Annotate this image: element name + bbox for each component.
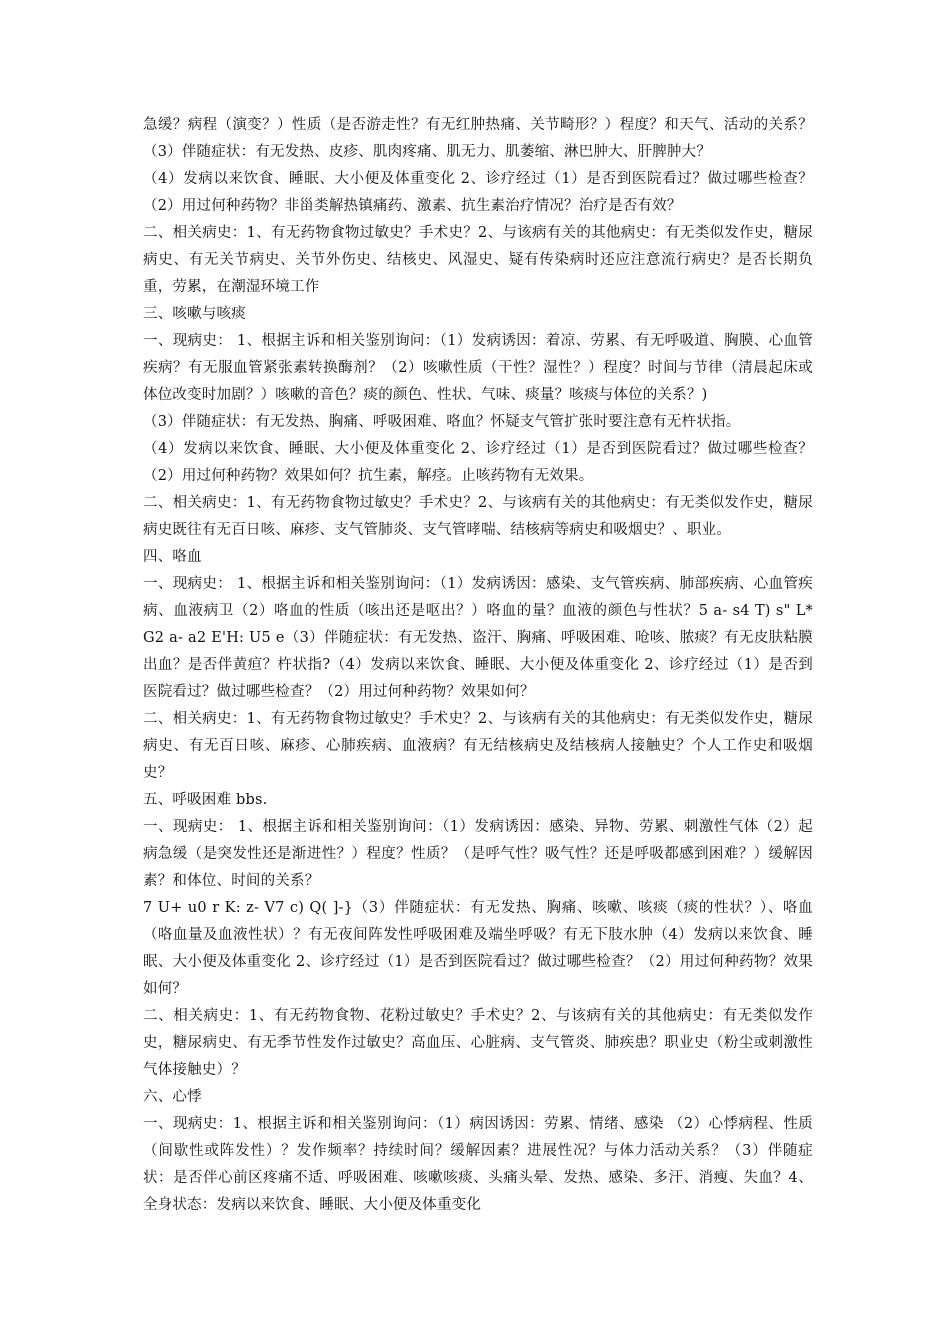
paragraph: 一、现病史： 1、根据主诉和相关鉴别询问：（1）发病诱因：感染、支气管疾病、肺部疾病、心血管疾病、血液病卫（2）咯血的性质（咳出还是呕出？）咯血的量？血液的颜色与性状？5 a- s4 T) s" L* G2 a- a2 E'H: U5 e（3）伴随症状：有无发热、盗汗、胸痛、呼吸困难、呛咳、脓痰？有无皮肤粘膜出血？是否伴黄疸？杵状指?（4）发病以来饮食、睡眠、大小便及体重变化 2、诊疗经过（1）是否到医院看过？做过哪些检查？（2）用过何种药物？效果如何？	[143, 576, 813, 700]
paragraph: 二、相关病史：1、有无药物食物过敏史？手术史？2、与该病有关的其他病史：有无类似发作史，糖尿病史、有无关节病史、关节外伤史、结核史、风湿史、疑有传染病时还应注意流行病史？是否长期负重，劳累，在潮湿环境工作	[143, 225, 813, 295]
document-body	[143, 112, 813, 1219]
paragraph: 二、相关病史：1、有无药物食物、花粉过敏史？手术史？2、与该病有关的其他病史：有无类似发作史，糖尿病史、有无季节性发作过敏史？高血压、心脏病、支气管炎、肺疾患？职业史（粉尘或刺激性气体接触史）？	[143, 1008, 813, 1078]
section-heading: 六、心悸	[143, 1089, 202, 1105]
paragraph: 一、现病史： 1、根据主诉和相关鉴别询问：（1）发病诱因：着凉、劳累、有无呼吸道、胸膜、心血管疾病？有无服血管紧张素转换酶剂？（2）咳嗽性质（干性？湿性？）程度？时间与节律（清晨起床或体位改变时加剧？）咳嗽的音色？痰的颜色、性状、气味、痰量？咳痰与体位的关系？)	[143, 333, 813, 403]
paragraph: 急缓？病程（演变？）性质（是否游走性？有无红肿热痛、关节畸形？）程度？和天气、活动的关系？（3）伴随症状：有无发热、皮疹、肌肉疼痛、肌无力、肌萎缩、淋巴肿大、肝脾肿大？	[143, 117, 813, 160]
paragraph: 二、相关病史：1、有无药物食物过敏史？手术史？2、与该病有关的其他病史：有无类似发作史，糖尿病史、有无百日咳、麻疹、心肺疾病、血液病？有无结核病史及结核病人接触史？个人工作史和吸烟史？	[143, 711, 813, 781]
paragraph: （4）发病以来饮食、睡眠、大小便及体重变化 2、诊疗经过（1）是否到医院看过？做过哪些检查？（2）用过何种药物？非甾类解热镇痛药、激素、抗生素治疗情况？治疗是否有效？	[143, 171, 813, 214]
section-heading: 三、咳嗽与咳痰	[143, 306, 246, 322]
paragraph: 7 U+ u0 r K: z- V7 c) Q( ]-}（3）伴随症状：有无发热、胸痛、咳嗽、咳痰（痰的性状？）、咯血（咯血量及血液性状）？有无夜间阵发性呼吸困难及端坐呼吸？有无下肢水肿（4）发病以来饮食、睡眠、大小便及体重变化 2、诊疗经过（1）是否到医院看过？做过哪些检查？（2）用过何种药物？效果如何？	[143, 900, 813, 997]
paragraph: 一、现病史： 1、根据主诉和相关鉴别询问：（1）发病诱因：感染、异物、劳累、刺激性气体（2）起病急缓（是突发性还是渐进性？）程度？性质？（是呼气性？吸气性？还是呼吸都感到困难？）缓解因素？和体位、时间的关系？	[143, 819, 813, 889]
section-heading: 四、咯血	[143, 549, 202, 565]
paragraph: （3）伴随症状：有无发热、胸痛、呼吸困难、咯血？怀疑支气管扩张时要注意有无杵状指。	[143, 414, 741, 430]
paragraph: 二、相关病史：1、有无药物食物过敏史？手术史？2、与该病有关的其他病史：有无类似发作史，糖尿病史既往有无百日咳、麻疹、支气管肺炎、支气管哮喘、结核病等病史和吸烟史？、职业。	[143, 495, 813, 538]
paragraph: （4）发病以来饮食、睡眠、大小便及体重变化 2、诊疗经过（1）是否到医院看过？做过哪些检查？（2）用过何种药物？效果如何？抗生素，解痉。止咳药物有无效果。	[143, 441, 813, 484]
section-heading: 五、呼吸困难 bbs.	[143, 792, 268, 808]
paragraph: 一、现病史：1、根据主诉和相关鉴别询问：（1）病因诱因：劳累、情绪、感染 （2）心悸病程、性质（间歇性或阵发性）？发作频率？持续时间？缓解因素？进展性况？与体力活动关系？（3）伴随症状：是否伴心前区疼痛不适、呼吸困难、咳嗽咳痰、头痛头晕、发热、感染、多汗、消瘦、失血？4、全身状态：发病以来饮食、睡眠、大小便及体重变化	[143, 1116, 813, 1213]
